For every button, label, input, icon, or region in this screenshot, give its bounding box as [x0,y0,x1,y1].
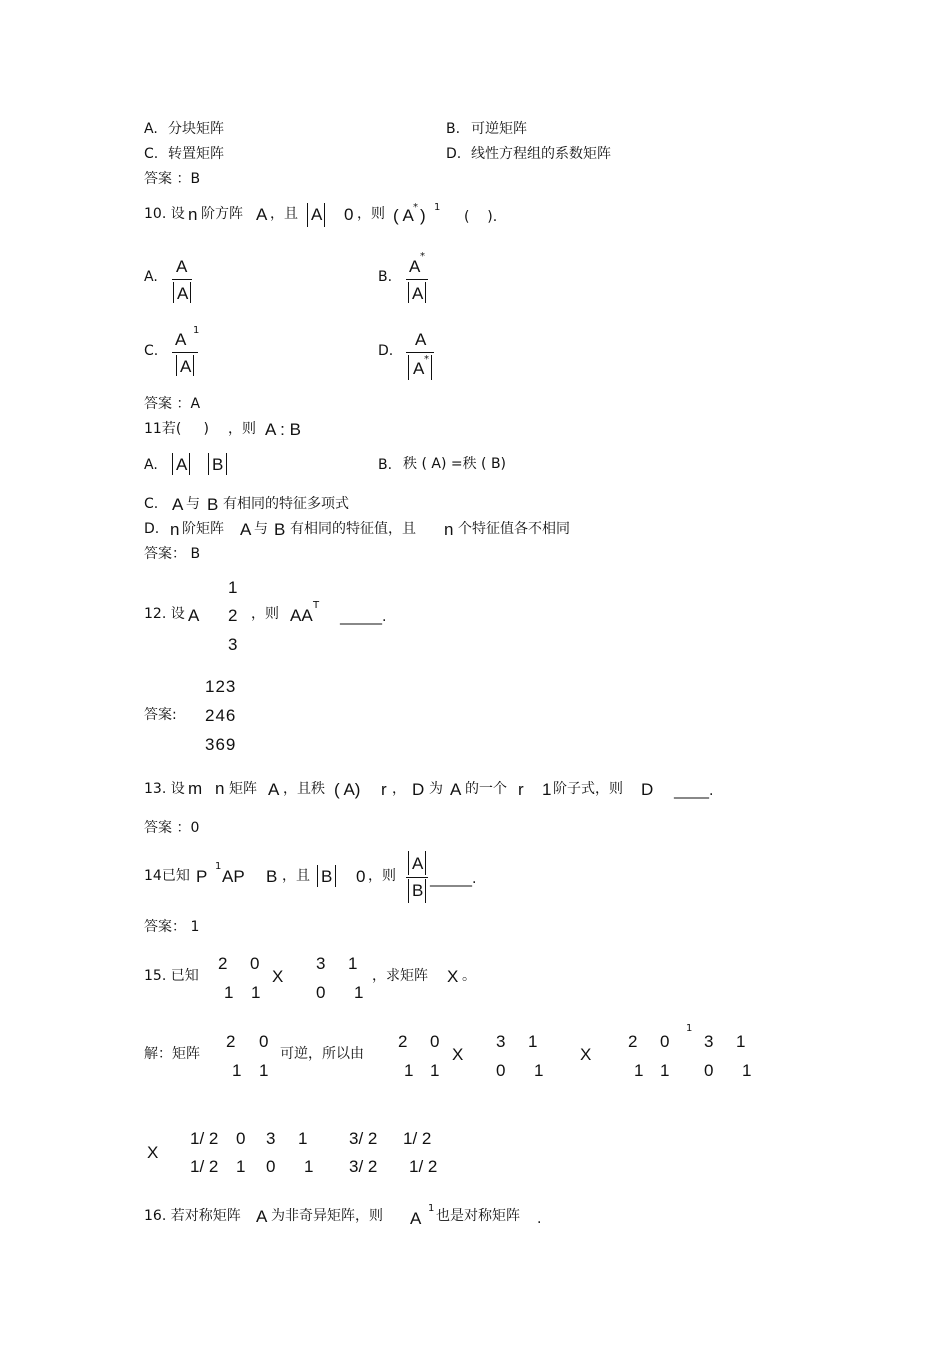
q11-option-d-text2: 与 [254,521,268,537]
q15-res-r1-5: 3/ 2 [349,1129,378,1148]
q10-option-b-num: A [409,257,421,276]
q16-a: A [256,1207,268,1226]
q15-sol-inverse-sup: 1 [686,1023,693,1034]
q10-option-c-sup: 1 [193,325,200,336]
q15-sol-m5-22: 1 [742,1061,752,1080]
q10-option-b-abs-left [408,282,409,303]
q10-option-b-abs-right [425,282,426,303]
q12-col-3: 3 [228,635,238,654]
q12-a: A [188,606,200,625]
q15-m2-12: 1 [348,954,358,973]
q15-sol-m3-12: 1 [528,1032,538,1051]
q14-fraction-bar [406,877,428,878]
q10-option-c-num: A [175,330,187,349]
q16-lead: 16. 若对称矩阵 [144,1208,241,1224]
q16-text1: 为非奇异矩阵，则 [271,1208,383,1224]
q15-res-r2-2: 1 [236,1157,246,1176]
q12-col-1: 1 [228,578,238,597]
q10-option-a-num: A [176,257,188,276]
q11-option-c-text2: 有相同的特征多项式 [223,496,349,512]
q11-option-a-abs-left [172,453,173,475]
q11-option-d-text3: 有相同的特征值，且 [290,521,416,537]
q11-relation: A : B [265,420,301,439]
q10-answer: 答案 ：A [144,396,201,412]
q13-n: n [215,779,225,798]
q11-option-a-abs-right [226,453,227,475]
q10-option-d-fraction-bar [406,352,434,353]
q15-res-r1-4: 1 [298,1129,308,1148]
q12-answer-label: 答案: [144,707,177,723]
q10-text3: ，则 [357,206,385,222]
q10-abs-bar-right [324,203,325,227]
q15-res-r2-1: 1/ 2 [190,1157,219,1176]
q14-zero: 0 [356,867,366,886]
q13-answer: 答案 ：0 [144,820,200,836]
q15-sol-label: 解：矩阵 [144,1046,200,1062]
q14-text1: ，且 [282,868,310,884]
q10-option-b-den: A [412,284,424,303]
q10-option-d-num: A [415,330,427,349]
q13-blank: _____. [674,783,714,799]
q9-option-c-label: C. [144,146,159,162]
q10-option-a-fraction-bar [172,279,192,280]
q10-option-b-star: * [420,251,425,262]
q10-paren: ( ). [464,209,498,225]
q11-option-d-n2: n [444,520,454,539]
q11-option-d-text4: 个特征值各不相同 [458,521,570,537]
q14-num-abs-left [408,851,409,875]
q11-text1: ，则 [228,421,256,437]
q10-option-a-abs-right [190,282,191,303]
q12-col-2: 2 [228,606,238,625]
q15-lead: 15. 已知 [144,968,199,984]
q10-close: ) [420,206,426,225]
q15-sol-m3-11: 3 [496,1032,506,1051]
q16-text2: 也是对称矩阵 [436,1208,520,1224]
q10-option-b-label: B. [378,269,393,285]
q15-m1-22: 1 [251,983,261,1002]
q15-m1-11: 2 [218,954,228,973]
q11-option-c-text1: 与 [186,496,200,512]
q15-m1-21: 1 [224,983,234,1002]
q12-aat: AA [290,606,313,625]
q10-option-d-label: D. [378,343,394,359]
q16-end: . [537,1211,542,1227]
q15-sol-m4-12: 0 [660,1032,670,1051]
q9-option-d-label: D. [446,146,462,162]
q10-sup: 1 [434,202,441,213]
q11-option-d-text1: 阶矩阵 [182,521,224,537]
q15-m2-21: 0 [316,983,326,1002]
q10-option-c-abs-right [193,355,194,376]
q14-ap: AP [222,867,245,886]
q11-option-d-n: n [170,520,180,539]
q14-denominator: B [412,881,424,900]
q10-abs-bar-left [307,203,308,227]
q12-text1: ，则 [251,606,279,622]
q11-answer: 答案： B [144,546,201,562]
q12-answer-row-2: 246 [205,706,237,725]
q16-sup: 1 [428,1203,435,1214]
q14-blank: ______. [430,871,477,887]
q14-abs-b: B [321,867,333,886]
q10-option-c-abs-left [176,355,177,376]
q15-res-r2-5: 3/ 2 [349,1157,378,1176]
q10-option-b-fraction-bar [406,279,428,280]
q10-text1: 阶方阵 [201,206,243,222]
q12-transpose: T [313,600,320,611]
q15-x: X [272,967,284,986]
q15-sol-m1-11: 2 [226,1032,236,1051]
q15-res-r2-4: 1 [304,1157,314,1176]
q15-sol-m2-12: 0 [430,1032,440,1051]
q15-sol-m2-21: 1 [404,1061,414,1080]
q15-m1-12: 0 [250,954,260,973]
q13-rank-a: ( A) [334,780,361,799]
q11-option-a-abs-mid [189,453,190,475]
q15-res-r1-2: 0 [236,1129,246,1148]
q10-zero: 0 [344,205,354,224]
q10-option-c-den: A [180,357,192,376]
q11-option-c-a: A [172,495,184,514]
q9-answer: 答案 ：B [144,171,201,187]
q15-end: 。 [462,968,476,984]
q13-a2: A [450,780,462,799]
q14-p: P [196,867,208,886]
q10-option-c-label: C. [144,343,159,359]
q15-sol-m2-11: 2 [398,1032,408,1051]
q15-sol-x: X [452,1045,464,1064]
q14-sup: 1 [215,861,222,872]
q10-lead: 10. 设 [144,206,185,222]
q15-res-r1-3: 3 [266,1129,276,1148]
q10-inverse: ( A [393,206,414,225]
q10-option-d-abs-right [431,355,432,380]
q13-one: 1 [542,780,552,799]
q15-sol-m1-22: 1 [259,1061,269,1080]
q15-sol-m4-22: 1 [660,1061,670,1080]
q10-text2: ，且 [270,206,298,222]
q15-sol-m5-12: 1 [736,1032,746,1051]
q15-sol-m1-21: 1 [232,1061,242,1080]
q15-x2: X [447,967,459,986]
q15-res-x: X [147,1143,159,1162]
q13-comma: ， [392,781,406,797]
q10-option-d-abs-left [408,355,409,380]
q12-answer-row-3: 369 [205,735,237,754]
q14-abs-left [317,865,318,887]
q13-r2: r [518,780,524,799]
q15-sol-m2-22: 1 [430,1061,440,1080]
q10-option-d-star: * [424,354,429,365]
q9-option-d-text: 线性方程组的系数矩阵 [471,146,611,162]
q15-sol-m5-11: 3 [704,1032,714,1051]
q11-option-a-left: A [176,455,188,474]
q10-option-c-fraction-bar [172,352,198,353]
q14-den-abs-left [408,879,409,903]
q14-b: B [266,867,278,886]
q11-option-c-label: C. [144,496,159,512]
q15-m2-22: 1 [354,983,364,1002]
q12-answer-row-1: 123 [205,677,237,696]
q14-den-abs-right [425,879,426,903]
q14-answer: 答案： 1 [144,919,200,935]
q13-text3: 为 [429,781,443,797]
q9-option-b-label: B. [446,121,461,137]
q15-res-r1-6: 1/ 2 [403,1129,432,1148]
q14-num-abs-right [425,851,426,875]
q11-option-b-text: 秩 ( A) =秩 ( B) [403,456,507,472]
q9-option-c-text: 转置矩阵 [168,146,224,162]
q13-text4: 的一个 [465,781,507,797]
q11-option-b-label: B. [378,457,393,473]
q13-m: m [188,779,203,798]
q10-a: A [256,205,268,224]
q14-text2: ，则 [368,868,396,884]
q14-numerator: A [412,854,424,873]
q15-sol-m4-11: 2 [628,1032,638,1051]
q11-option-d-a: A [240,520,252,539]
q15-res-r2-3: 0 [266,1157,276,1176]
q13-a: A [268,780,280,799]
q15-res-r2-6: 1/ 2 [409,1157,438,1176]
q10-n: n [188,205,198,224]
q11-lead: 11若( ) [144,421,209,437]
q10-option-a-den: A [177,284,189,303]
q10-star: * [413,202,418,213]
q11-option-a-abs-left2 [208,453,209,475]
q11-option-a-right: B [212,455,224,474]
q13-lead: 13. 设 [144,781,185,797]
q15-m2-11: 3 [316,954,326,973]
q13-text5: 阶子式，则 [553,781,623,797]
q15-res-r1-1: 1/ 2 [190,1129,219,1148]
q9-option-b-text: 可逆矩阵 [471,121,527,137]
q9-option-a-text: 分块矩阵 [168,121,224,137]
q13-text2: ，且秩 [283,781,325,797]
q10-option-d-den: A [413,359,425,378]
q16-a2: A [410,1209,422,1228]
q11-option-a-label: A. [144,457,158,473]
q11-option-d-label: D. [144,521,160,537]
q12-lead: 12. 设 [144,606,185,622]
q13-r: r [381,780,387,799]
q11-option-d-b: B [274,520,286,539]
q15-sol-m3-21: 0 [496,1061,506,1080]
q15-sol-x2: X [580,1045,592,1064]
q15-sol-text1: 可逆，所以由 [280,1046,364,1062]
q15-sol-m5-21: 0 [704,1061,714,1080]
q14-lead: 14已知 [144,868,190,884]
q14-abs-right [335,865,336,887]
q13-d2: D [641,780,654,799]
q10-abs-a: A [311,205,323,224]
q11-option-c-b: B [207,495,219,514]
q13-text1: 矩阵 [229,781,257,797]
q15-sol-m3-22: 1 [534,1061,544,1080]
q13-d: D [412,780,425,799]
q9-option-a-label: A. [144,121,158,137]
q10-option-a-label: A. [144,269,158,285]
q10-option-a-abs-left [173,282,174,303]
q15-sol-m4-21: 1 [634,1061,644,1080]
q12-blank: ______. [340,609,387,625]
q15-text1: ，求矩阵 [372,968,428,984]
q15-sol-m1-12: 0 [259,1032,269,1051]
